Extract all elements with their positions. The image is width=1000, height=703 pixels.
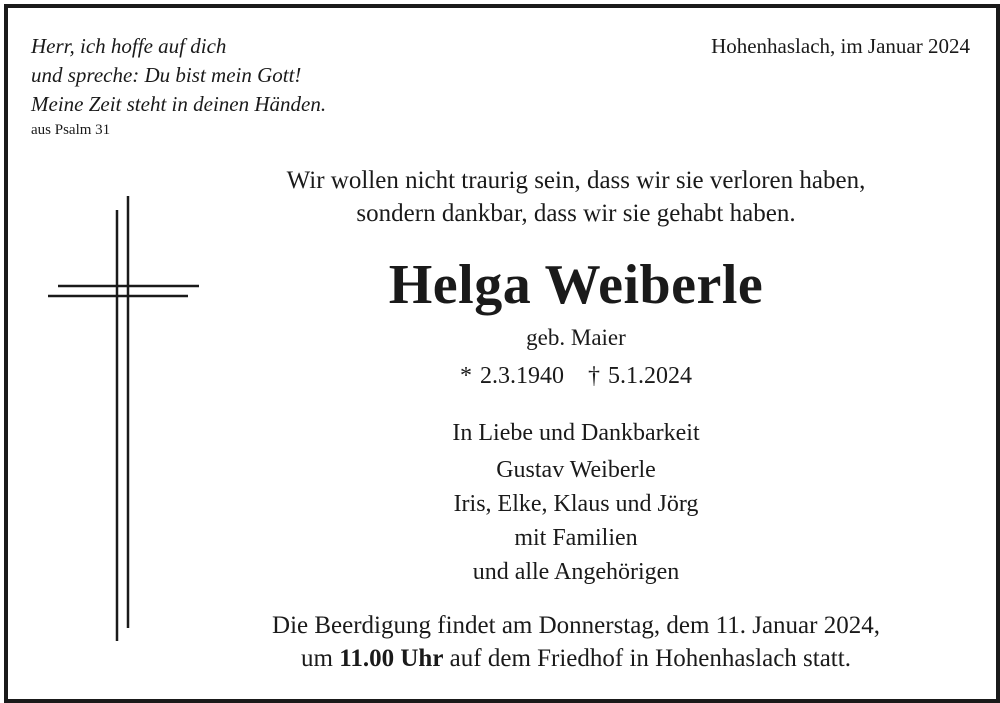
funeral-notice xyxy=(220,609,932,675)
bible-verse xyxy=(31,32,326,119)
mourner-line: Iris, Elke, Klaus und Jörg xyxy=(453,491,699,517)
verse-line: Herr, ich hoffe auf dich xyxy=(31,34,227,58)
memorial-quote xyxy=(220,164,932,230)
mourner-line: und alle Angehörigen xyxy=(472,559,680,585)
deceased-name: Helga Weiberle xyxy=(388,254,764,316)
verse-line: Meine Zeit steht in deinen Händen. xyxy=(31,92,327,116)
birth-date: * 2.3.1940 xyxy=(460,363,564,389)
mourner-line: mit Familien xyxy=(514,525,638,551)
death-date: † 5.1.2024 xyxy=(588,363,692,389)
mourners-intro: In Liebe und Dankbarkeit xyxy=(452,420,700,446)
verse-source: aus Psalm 31 xyxy=(31,122,111,138)
quote-line: Wir wollen nicht traurig sein, dass wir sie verloren haben, xyxy=(286,167,866,194)
cross-icon xyxy=(46,196,201,641)
life-dates xyxy=(220,360,932,392)
funeral-pre: um xyxy=(301,645,340,672)
mourners-list xyxy=(220,416,932,589)
quote-line: sondern dankbar, dass wir sie gehabt haben. xyxy=(356,200,796,227)
mourner-line: Gustav Weiberle xyxy=(496,457,656,483)
maiden-name: geb. Maier xyxy=(526,325,626,350)
funeral-line: Die Beerdigung findet am Donnerstag, dem 11. Januar 2024, xyxy=(272,612,880,639)
verse-line: und spreche: Du bist mein Gott! xyxy=(31,63,302,87)
funeral-time: 11.00 Uhr xyxy=(339,645,444,672)
funeral-post: auf dem Friedhof in Hohenhaslach statt. xyxy=(443,645,851,672)
place-date: Hohenhaslach, im Januar 2024 xyxy=(711,34,970,58)
funeral-line xyxy=(220,642,932,675)
